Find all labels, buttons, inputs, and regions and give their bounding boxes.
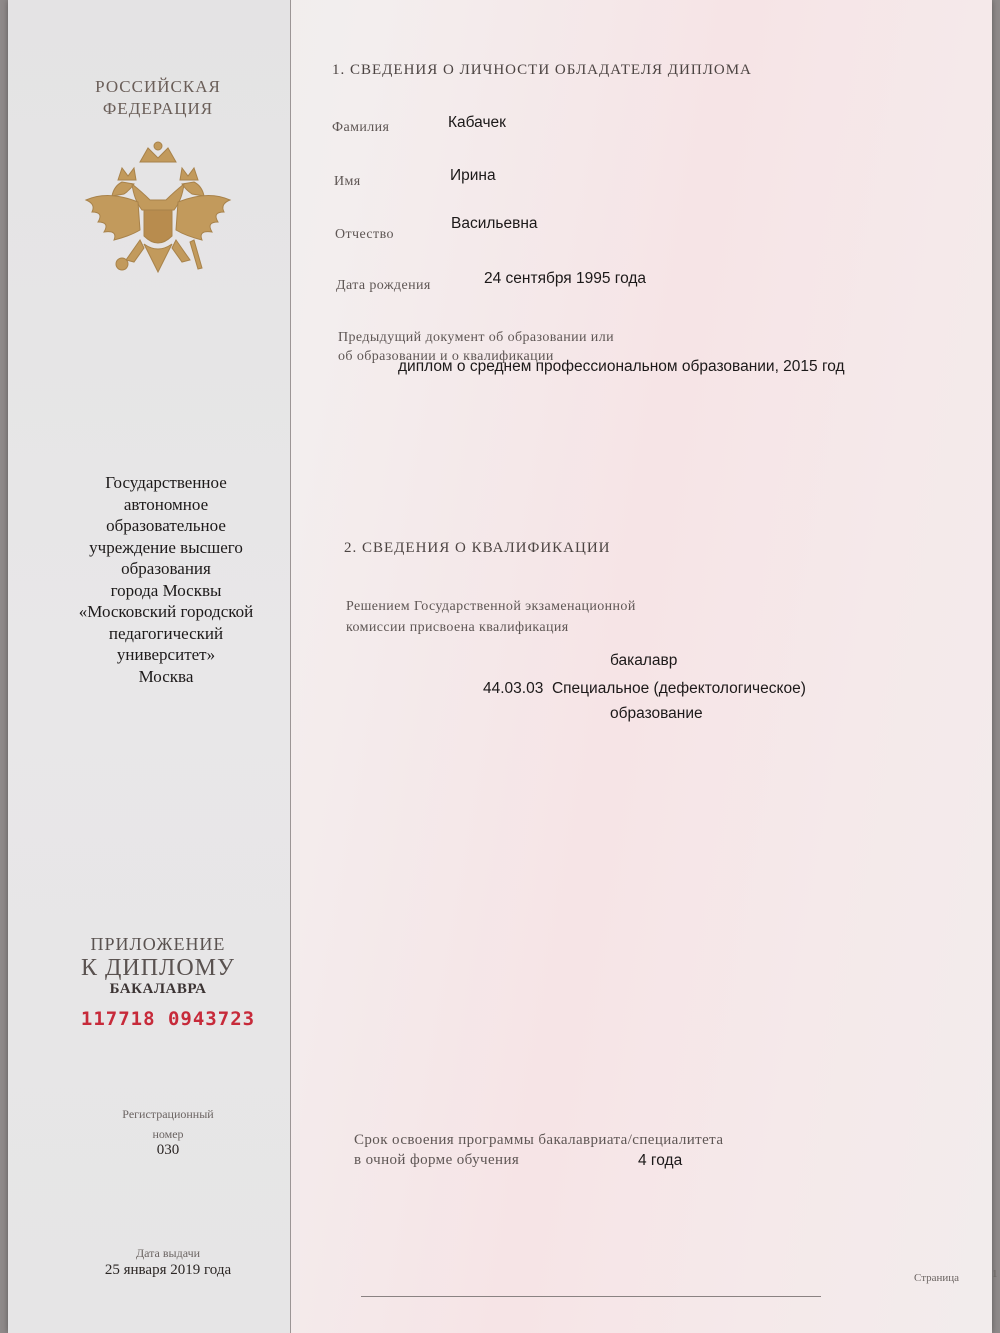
bottom-rule (361, 1296, 821, 1297)
issue-date-label: Дата выдачи (135, 1246, 201, 1260)
surname-value: Кабачек (448, 114, 506, 131)
institution-line: образования (121, 559, 211, 578)
duration-label-line-1: Срок освоения программы бакалавриата/специалитета (354, 1132, 724, 1148)
institution-line: университет» (116, 645, 216, 664)
issue-date: 25 января 2019 года (104, 1262, 232, 1278)
prev-doc-label-line-2: об образовании и о квалификации (338, 349, 554, 364)
double-headed-eagle-icon (78, 140, 238, 300)
duration-label-line-2: в очной форме обучения (354, 1152, 520, 1168)
diploma-supplement-page (8, 0, 998, 1333)
commission-decision (346, 596, 636, 638)
decision-line-2: комиссии присвоена квалификация (346, 620, 569, 635)
registration-number: 030 (156, 1142, 180, 1158)
name-value: Ирина (450, 167, 496, 184)
institution-line: автономное (123, 494, 209, 514)
institution-city: Москва (138, 666, 194, 686)
appendix-line-3: БАКАЛАВРА (109, 981, 207, 997)
registration-number-label (68, 1104, 268, 1144)
surname-label: Фамилия (332, 120, 390, 135)
duration-value: 4 года (638, 1152, 683, 1169)
section-qualification-title: 2. СВЕДЕНИЯ О КВАЛИФИКАЦИИ (344, 540, 611, 556)
appendix-line-2: К ДИПЛОМУ (81, 955, 235, 981)
institution-line: города Москвы (110, 580, 222, 600)
institution-name (48, 472, 284, 687)
serial-number: 117718 0943723 (80, 1008, 256, 1030)
name-label: Имя (334, 174, 361, 189)
appendix-line-1: ПРИЛОЖЕНИЕ (90, 934, 226, 954)
prev-doc-label-line-1: Предыдущий документ об образовании или (338, 330, 614, 345)
patronymic-label: Отчество (335, 227, 394, 242)
institution-line: образовательное (106, 516, 226, 535)
country-name (8, 76, 308, 120)
country-line-1: РОССИЙСКАЯ (95, 77, 221, 96)
reg-label-line-1: Регистрационный (122, 1107, 214, 1121)
program-line-2: образование (610, 705, 703, 722)
appendix-title (8, 934, 308, 998)
decision-line-1: Решением Государственной экзаменационной (346, 599, 636, 614)
previous-document-value: диплом о среднем профессиональном образовании, 2015 год (398, 358, 845, 375)
birth-date-value: 24 сентября 1995 года (484, 270, 647, 287)
page-number: 1 (992, 1268, 998, 1280)
institution-line: учреждение высшего (89, 537, 243, 557)
degree-value: бакалавр (610, 652, 678, 669)
institution-line: «Московский городской (78, 602, 254, 621)
institution-line: педагогический (108, 623, 224, 643)
program-line-1: 44.03.03 Специальное (дефектологическое) (483, 680, 806, 697)
reg-label-line-2: номер (152, 1127, 184, 1141)
birth-date-label: Дата рождения (336, 278, 431, 293)
patronymic-value: Васильевна (451, 215, 538, 232)
page-label: Страница (914, 1272, 960, 1284)
institution-line: Государственное (105, 473, 227, 492)
left-column (8, 0, 291, 1333)
country-line-2: ФЕДЕРАЦИЯ (102, 99, 214, 118)
section-personal-title: 1. СВЕДЕНИЯ О ЛИЧНОСТИ ОБЛАДАТЕЛЯ ДИПЛОМА (332, 62, 752, 78)
